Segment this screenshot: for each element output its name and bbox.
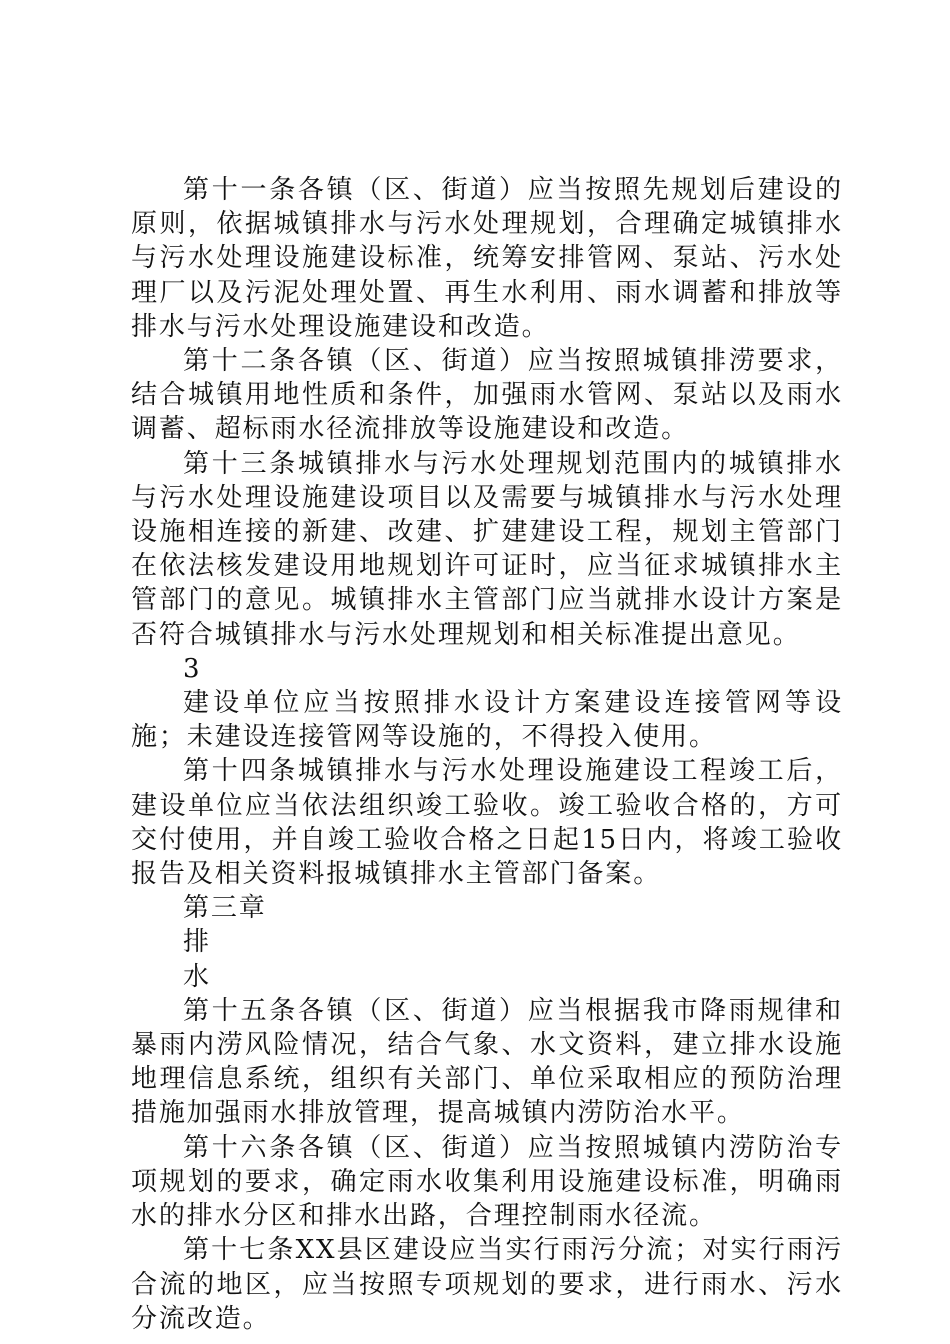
- article-15-paragraph: 第十五条各镇（区、街道）应当根据我市降雨规律和暴雨内涝风险情况，结合气象、水文资料，建立排水设施地理信息系统，组织有关部门、单位采取相应的预防治理措施加强雨水排放管理，提高城镇内涝防治水平。: [131, 995, 843, 1129]
- article-13-paragraph: 第十三条城镇排水与污水处理规划范围内的城镇排水与污水处理设施建设项目以及需要与城镇排水与污水处理设施相连接的新建、改建、扩建建设工程，规划主管部门在依法核发建设用地规划许可证时，应当征求城镇排水主管部门的意见。城镇排水主管部门应当就排水设计方案是否符合城镇排水与污水处理规划和相关标准提出意见。: [131, 448, 843, 650]
- chapter-heading: 第三章: [183, 893, 267, 924]
- document-body: [131, 173, 843, 1336]
- construction-unit-paragraph: 建设单位应当按照排水设计方案建设连接管网等设施；未建设连接管网等设施的，不得投入使用。: [131, 688, 843, 753]
- article-11-paragraph: 第十一条各镇（区、街道）应当按照先规划后建设的原则，依据城镇排水与污水处理规划，合理确定城镇排水与污水处理设施建设标准，统筹安排管网、泵站、污水处理厂以及污泥处理处置、再生水利用、雨水调蓄和排放等排水与污水处理设施建设和改造。: [131, 175, 843, 342]
- article-12-paragraph: 第十二条各镇（区、街道）应当按照城镇排涝要求，结合城镇用地性质和条件，加强雨水管网、泵站以及雨水调蓄、超标雨水径流排放等设施建设和改造。: [131, 346, 843, 445]
- chapter-title-char-2: 水: [183, 961, 211, 992]
- article-14-paragraph: 第十四条城镇排水与污水处理设施建设工程竣工后，建设单位应当依法组织竣工验收。竣工验收合格的，方可交付使用，并自竣工验收合格之日起15日内，将竣工验收报告及相关资料报城镇排水主管部门备案。: [131, 756, 843, 890]
- chapter-title-char-1: 排: [183, 927, 211, 958]
- article-16-paragraph: 第十六条各镇（区、街道）应当按照城镇内涝防治专项规划的要求，确定雨水收集利用设施建设标准，明确雨水的排水分区和排水出路，合理控制雨水径流。: [131, 1132, 843, 1232]
- page-number-marker: 3: [183, 653, 202, 684]
- article-17-paragraph: 第十七条XX县区建设应当实行雨污分流；对实行雨污合流的地区，应当按照专项规划的要求，进行雨水、污水分流改造。: [131, 1235, 843, 1334]
